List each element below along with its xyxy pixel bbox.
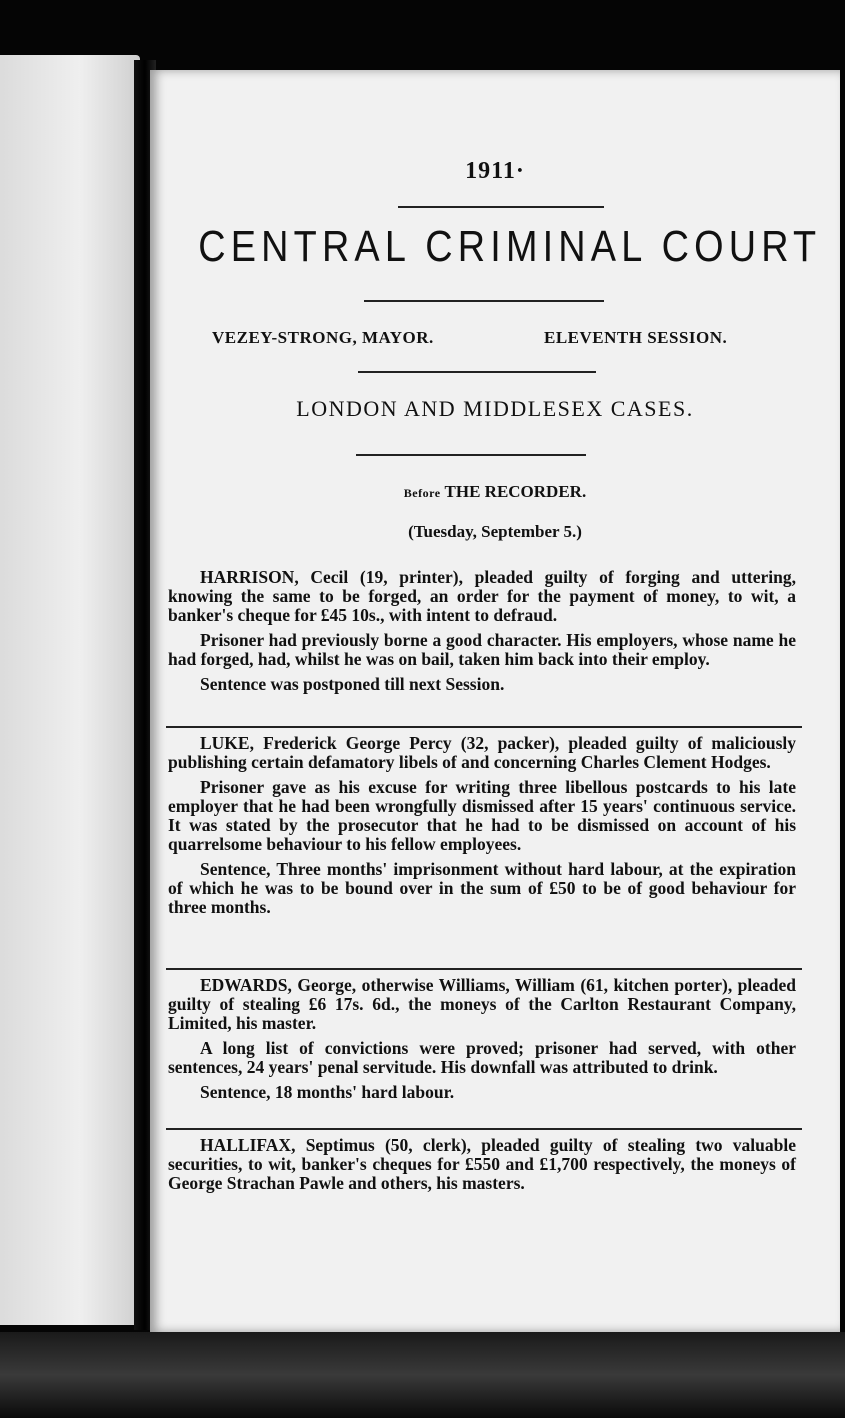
case-paragraph: EDWARDS, George, otherwise Williams, William (61, kitchen porter), pleaded guilty of stealing £6 17s. 6d., the moneys of the Carlton Restaurant Company, Limited, his master.	[168, 975, 796, 1033]
cases-heading: LONDON AND MIDDLESEX CASES.	[296, 396, 694, 421]
before-name: THE RECORDER.	[444, 482, 587, 501]
case-paragraph: LUKE, Frederick George Percy (32, packer), pleaded guilty of maliciously publishing certain defamatory libels of and concerning Charles Clement Hodges.	[168, 733, 796, 772]
before-prefix: Before	[403, 486, 441, 500]
case-entry	[168, 568, 796, 700]
case-paragraph: Sentence, 18 months' hard labour.	[200, 1082, 455, 1102]
case-paragraph: Sentence, Three months' imprisonment without hard labour, at the expiration of which he was to be bound over in the sum of £50 to be of good behaviour for three months.	[168, 859, 796, 917]
session-name: ELEVENTH SESSION.	[544, 328, 728, 347]
divider-rule	[364, 300, 604, 302]
court-title: CENTRAL CRIMINAL COURT	[198, 222, 822, 271]
case-entry	[168, 976, 796, 1108]
divider-rule	[358, 371, 596, 373]
divider-rule	[356, 454, 586, 456]
case-paragraph: HALLIFAX, Septimus (50, clerk), pleaded guilty of stealing two valuable securities, to wit, banker's cheques for £550 and £1,700 respectively, the moneys of George Strachan Pawle and others, his masters.	[168, 1135, 796, 1193]
case-paragraph: Prisoner had previously borne a good character. His employers, whose name he had forged, had, whilst he was on bail, taken him back into their employ.	[168, 630, 796, 669]
case-paragraph: Sentence was postponed till next Session.	[200, 674, 505, 694]
before-line	[150, 482, 840, 502]
case-paragraph: HARRISON, Cecil (19, printer), pleaded guilty of forging and uttering, knowing the same to be forged, an order for the payment of money, to wit, a banker's cheque for £45 10s., with intent to defraud.	[168, 567, 796, 625]
case-paragraph: Prisoner gave as his excuse for writing three libellous postcards to his late employer that he had been wrongfully dismissed after 15 years' continuous service. It was stated by the prosecutor that he had to be dismissed on account of his quarrelsome behaviour to his fellow employees.	[168, 777, 796, 854]
case-entry	[168, 734, 796, 923]
page-year: 1911·	[465, 158, 525, 184]
mayor-name: VEZEY-STRONG, MAYOR.	[212, 328, 434, 347]
sitting-date: (Tuesday, September 5.)	[408, 522, 582, 541]
left-page-edge	[0, 55, 140, 1325]
case-paragraph: A long list of convictions were proved; prisoner had served, with other sentences, 24 years' penal servitude. His downfall was attributed to drink.	[168, 1038, 796, 1077]
divider-rule	[398, 206, 604, 208]
case-separator	[166, 1128, 802, 1130]
right-page	[150, 70, 840, 1332]
case-separator	[166, 968, 802, 970]
case-separator	[166, 726, 802, 728]
scan-bottom-edge	[0, 1332, 845, 1418]
case-entry	[168, 1136, 796, 1199]
